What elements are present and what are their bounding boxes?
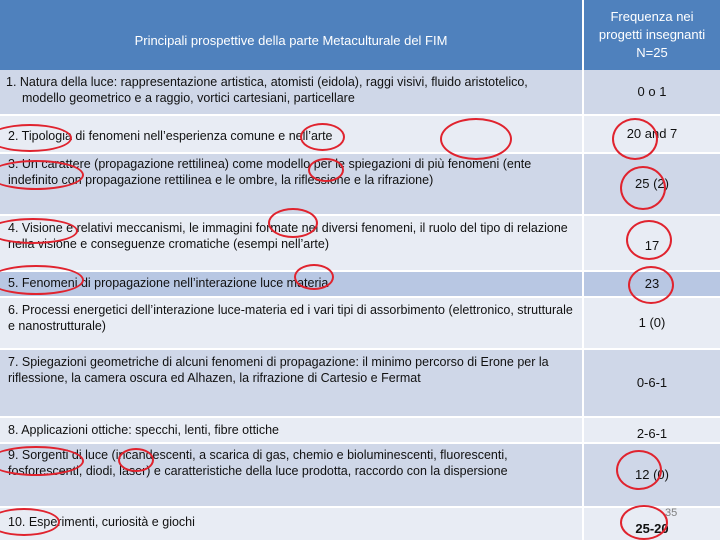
topic-row-8 bbox=[0, 418, 582, 442]
freq-row-5 bbox=[584, 272, 720, 296]
topic-row-10 bbox=[0, 508, 582, 540]
header-title-cell bbox=[0, 0, 582, 70]
freq-row-2 bbox=[584, 116, 720, 152]
topic-row-2 bbox=[0, 116, 582, 152]
topic-text: 1. Natura della luce: rappresentazione artistica, atomisti (eidola), raggi visivi, fluido aristotelico, modello geometrico e a raggio, vortici cartesiani, particellare bbox=[6, 75, 528, 105]
freq-row-10 bbox=[584, 508, 720, 540]
topic-row-9 bbox=[0, 444, 582, 506]
topic-row-4 bbox=[0, 216, 582, 270]
freq-value: 25 (2) bbox=[635, 176, 669, 191]
freq-value: 17 bbox=[644, 238, 660, 253]
freq-row-7 bbox=[584, 350, 720, 416]
freq-value: 1 (0) bbox=[638, 315, 666, 330]
topic-text: 3. Un carattere (propagazione rettilinea) come modello per le spiegazioni di più fenomeni (ente indefinito con propagazione rettilinea e le ombre, la riflessione e la rifrazione) bbox=[8, 157, 532, 187]
header-freq-title: Frequenza nei progetti insegnanti N=25 bbox=[598, 9, 706, 60]
topic-row-5 bbox=[0, 272, 582, 296]
topic-text: 2. Tipologia di fenomeni nell’esperienza comune e nell’arte bbox=[8, 129, 333, 143]
freq-value: 12 (0) bbox=[635, 467, 669, 482]
freq-value: 23 bbox=[644, 276, 660, 291]
topic-text: 5. Fenomeni di propagazione nell’interazione luce materia bbox=[8, 276, 329, 290]
freq-row-3 bbox=[584, 154, 720, 214]
freq-row-4 bbox=[584, 216, 720, 270]
header-title: Principali prospettive della parte Metaculturale del FIM bbox=[134, 33, 448, 48]
freq-value: 2-6-1 bbox=[636, 426, 668, 441]
freq-row-9 bbox=[584, 444, 720, 506]
topic-row-3 bbox=[0, 154, 582, 214]
topic-row-1 bbox=[0, 70, 582, 114]
topic-text: 4. Visione e relativi meccanismi, le immagini formate nei diversi fenomeni, il ruolo del tipo di relazione nella visione e conseguenze cromatiche (esempi nell’arte) bbox=[8, 221, 568, 251]
topic-text: 10. Esperimenti, curiosità e giochi bbox=[8, 515, 195, 529]
freq-row-8 bbox=[584, 418, 720, 442]
topic-text: 7. Spiegazioni geometriche di alcuni fenomeni di propagazione: il minimo percorso di Erone per la riflessione, la camera oscura ed Alhazen, la rifrazione di Cartesio e Fermat bbox=[8, 355, 549, 385]
topic-text: 6. Processi energetici dell’interazione luce-materia ed i vari tipi di assorbimento (elettronico, strutturale e nanostrutturale) bbox=[8, 303, 573, 333]
freq-value: 25-20 bbox=[635, 521, 669, 536]
topic-row-7 bbox=[0, 350, 582, 416]
freq-row-6 bbox=[584, 298, 720, 348]
freq-value: 20 and 7 bbox=[626, 126, 678, 141]
topic-text: 9. Sorgenti di luce (incandescenti, a scarica di gas, chemio e bioluminescenti, fluorescenti, fosforescenti, diodi, laser) e caratteristiche della luce prodotta, raccordo con la dispersione bbox=[8, 448, 508, 478]
topic-row-6 bbox=[0, 298, 582, 348]
topic-text: 8. Applicazioni ottiche: specchi, lenti, fibre ottiche bbox=[8, 423, 279, 437]
freq-value: 0-6-1 bbox=[636, 375, 668, 390]
header-freq-cell bbox=[584, 0, 720, 70]
page-number: 35 bbox=[665, 507, 678, 519]
freq-row-1 bbox=[584, 70, 720, 114]
freq-value: 0 o 1 bbox=[637, 84, 667, 99]
